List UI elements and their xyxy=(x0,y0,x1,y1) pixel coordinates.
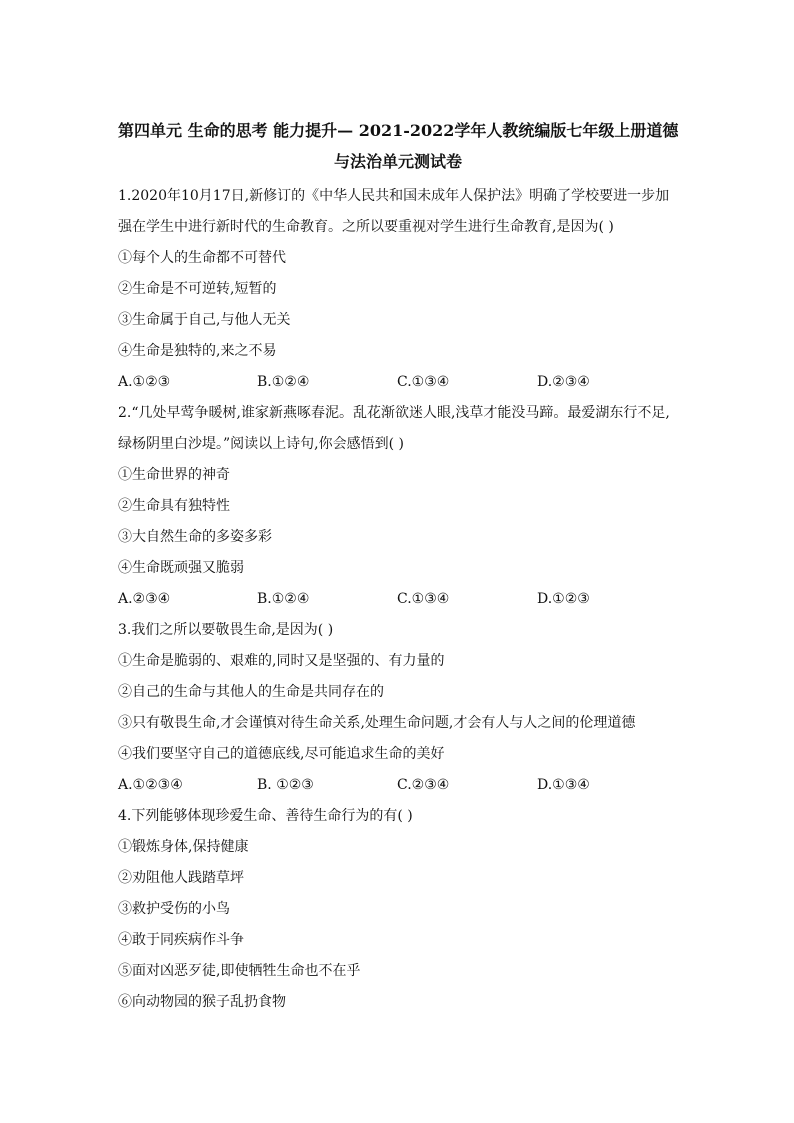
q3-item-3: ③只有敬畏生命,才会谨慎对待生命关系,处理生命问题,才会有人与人之间的伦理道德 xyxy=(118,715,636,731)
q2-option-b: B.①②④ xyxy=(257,591,310,607)
q4-item-2: ②劝阻他人践踏草坪 xyxy=(118,870,244,886)
q3-option-c: C.②③④ xyxy=(397,777,450,793)
q1-option-b: B.①②④ xyxy=(257,374,310,390)
q1-item-3: ③生命属于自己,与他人无关 xyxy=(118,312,291,328)
q4-item-5: ⑤面对凶恶歹徒,即使牺牲生命也不在乎 xyxy=(118,963,361,979)
q2-item-3: ③大自然生命的多姿多彩 xyxy=(118,529,272,545)
q3-stem: 3.我们之所以要敬畏生命,是因为( ) xyxy=(118,622,334,638)
q2-item-1: ①生命世界的神奇 xyxy=(118,467,230,483)
q2-option-d: D.①②③ xyxy=(537,591,590,607)
q3-option-d: D.①③④ xyxy=(537,777,590,793)
q3-item-2: ②自己的生命与其他人的生命是共同存在的 xyxy=(118,684,384,700)
q4-stem: 4.下列能够体现珍爱生命、善待生命行为的有( ) xyxy=(118,808,413,824)
q1-item-4: ④生命是独特的,来之不易 xyxy=(118,343,277,359)
q4-item-6: ⑥向动物园的猴子乱扔食物 xyxy=(118,994,286,1010)
q2-item-4: ④生命既顽强又脆弱 xyxy=(118,560,244,576)
q4-item-3: ③救护受伤的小鸟 xyxy=(118,901,230,917)
title-line-1: 第四单元 生命的思考 能力提升— 2021-2022学年人教统编版七年级上册道德 xyxy=(118,121,679,140)
q4-item-4: ④敢于同疾病作斗争 xyxy=(118,932,244,948)
q3-item-4: ④我们要坚守自己的道德底线,尽可能追求生命的美好 xyxy=(118,746,445,762)
q2-option-a: A.②③④ xyxy=(118,591,171,607)
q1-item-2: ②生命是不可逆转,短暂的 xyxy=(118,281,277,297)
q3-option-b: B. ①②③ xyxy=(257,777,314,793)
q1-item-1: ①每个人的生命都不可替代 xyxy=(118,250,286,266)
q2-stem-line-1: 2.“几处早莺争暖树,谁家新燕啄春泥。乱花渐欲迷人眼,浅草才能没马蹄。最爱湖东行不足, xyxy=(118,405,670,421)
q3-item-1: ①生命是脆弱的、艰难的,同时又是坚强的、有力量的 xyxy=(118,653,445,669)
q2-stem-line-2: 绿杨阴里白沙堤。”阅读以上诗句,你会感悟到( ) xyxy=(118,436,404,452)
q2-item-2: ②生命具有独特性 xyxy=(118,498,230,514)
q1-option-d: D.②③④ xyxy=(537,374,590,390)
q3-option-a: A.①②③④ xyxy=(118,777,183,793)
q1-option-a: A.①②③ xyxy=(118,374,171,390)
q1-stem-line-2: 强在学生中进行新时代的生命教育。之所以要重视对学生进行生命教育,是因为( ) xyxy=(118,219,614,235)
q1-option-c: C.①③④ xyxy=(397,374,450,390)
q2-option-c: C.①③④ xyxy=(397,591,450,607)
q1-stem-line-1: 1.2020年10月17日,新修订的《中华人民共和国未成年人保护法》明确了学校要进一步加 xyxy=(118,188,670,204)
q4-item-1: ①锻炼身体,保持健康 xyxy=(118,839,249,855)
title-line-2: 与法治单元测试卷 xyxy=(333,152,462,171)
